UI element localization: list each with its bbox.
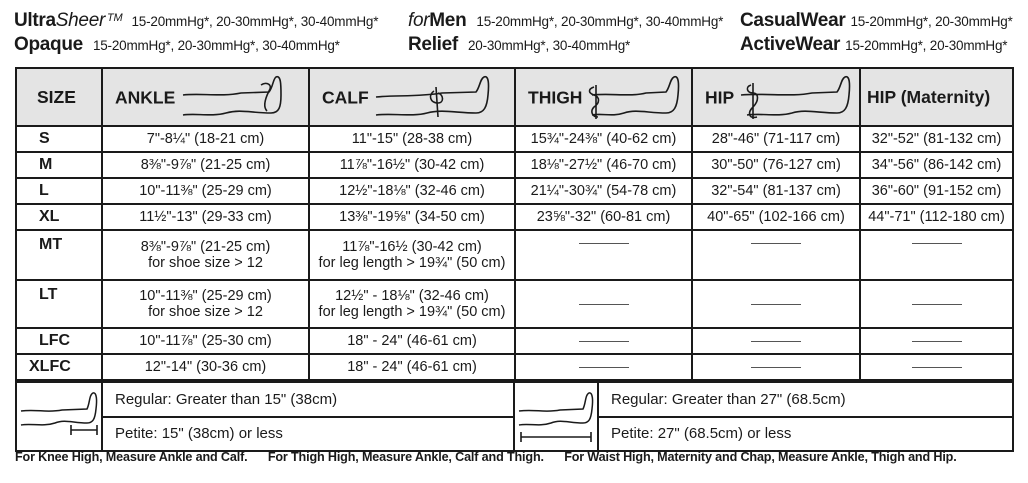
thigh-cell-empty — [515, 280, 692, 328]
thigh-cell: 15¾"-24⅜" (40-62 cm) — [515, 126, 692, 152]
hip-maternity-cell: 44"-71" (112-180 cm) — [860, 204, 1012, 230]
product-name-italic: for — [408, 10, 430, 31]
table-row-lfc — [17, 328, 1012, 354]
thigh-cell: 23⅝"-32" (60-81 cm) — [515, 204, 692, 230]
hip-maternity-cell: 34"-56" (86-142 cm) — [860, 152, 1012, 178]
size-cell: LT — [17, 280, 102, 328]
thigh-cell: 21¼"-30¾" (54-78 cm) — [515, 178, 692, 204]
ankle-cell: 10"-11⅜" (25-29 cm) for shoe size > 12 — [102, 280, 309, 328]
compression-levels: 15-20mmHg*, 20-30mmHg* — [845, 38, 1008, 53]
column-header-hip-maternity: HIP (Maternity) — [860, 69, 1012, 126]
dash-placeholder — [751, 243, 801, 244]
hip-cell: 28"-46" (71-117 cm) — [692, 126, 860, 152]
product-name: ActiveWear — [740, 34, 841, 55]
ankle-cell: 11½"-13" (29-33 cm) — [102, 204, 309, 230]
dash-placeholder — [912, 304, 962, 305]
dash-placeholder — [912, 367, 962, 368]
compression-levels: 15-20mmHg*, 20-30mmHg*, 30-40mmHg* — [131, 14, 379, 29]
calf-cell: 12½"-18⅛" (32-46 cm) — [309, 178, 515, 204]
thigh-cell: 18⅛"-27½" (46-70 cm) — [515, 152, 692, 178]
trademark-mark: TM — [107, 12, 123, 24]
size-cell: XLFC — [17, 354, 102, 380]
ankle-cell: 10"-11⅜" (25-29 cm) — [102, 178, 309, 204]
ankle-cell: 7"-8¼" (18-21 cm) — [102, 126, 309, 152]
size-cell: S — [17, 126, 102, 152]
dash-placeholder — [579, 243, 629, 244]
thigh-regular-length: Regular: Greater than 27" (68.5cm) — [599, 383, 1012, 418]
compression-levels: 15-20mmHg*, 20-30mmHg*, 30-40mmHg* — [92, 38, 340, 53]
column-header-calf: CALF — [309, 69, 515, 126]
leg-measure-ankle-icon — [181, 73, 291, 123]
hip-maternity-cell-empty — [860, 354, 1012, 380]
hip-cell-empty — [692, 354, 860, 380]
hip-cell: 30"-50" (76-127 cm) — [692, 152, 860, 178]
leg-length-knee-icon — [17, 383, 101, 449]
length-guide — [15, 381, 1014, 452]
dash-placeholder — [751, 367, 801, 368]
product-line-formen — [408, 10, 723, 32]
hip-cell-empty — [692, 230, 860, 280]
product-name: CasualWear — [740, 10, 846, 31]
calf-cell: 18" - 24" (46-61 cm) — [309, 328, 515, 354]
table-row-lt — [17, 280, 1012, 328]
table-row-xlfc — [17, 354, 1012, 380]
calf-cell: 13⅜"-19⅝" (34-50 cm) — [309, 204, 515, 230]
knee-length-guide — [17, 383, 515, 450]
product-name: Relief — [408, 34, 458, 55]
product-name: Ultra — [14, 10, 56, 31]
hip-maternity-cell: 32"-52" (81-132 cm) — [860, 126, 1012, 152]
thigh-length-guide — [515, 383, 1012, 450]
dash-placeholder — [751, 304, 801, 305]
thigh-cell-empty — [515, 354, 692, 380]
product-line-casualwear — [740, 10, 1013, 32]
dash-placeholder — [579, 367, 629, 368]
knee-petite-length: Petite: 15" (38cm) or less — [115, 425, 283, 443]
column-header-ankle: ANKLE — [102, 69, 309, 126]
compression-levels: 20-30mmHg*, 30-40mmHg* — [467, 38, 631, 53]
leg-length-thigh-icon — [515, 383, 597, 449]
ankle-note: for shoe size > 12 — [148, 255, 263, 271]
product-line-activewear — [740, 34, 1007, 56]
knee-regular-length: Regular: Greater than 15" (38cm) — [103, 383, 513, 418]
calf-note: for leg length > 19¾" (50 cm) — [318, 304, 506, 320]
hip-maternity-cell-empty — [860, 328, 1012, 354]
hip-maternity-cell: 36"-60" (91-152 cm) — [860, 178, 1012, 204]
thigh-petite-length: Petite: 27" (68.5cm) or less — [611, 425, 792, 443]
product-line-ultrasheer — [14, 10, 378, 32]
column-header-size: SIZE — [17, 69, 102, 126]
measurement-instructions — [15, 450, 974, 464]
ankle-cell: 8⅜"-9⅞" (21-25 cm) — [102, 152, 309, 178]
table-row-xl — [17, 204, 1012, 230]
ankle-cell: 12"-14" (30-36 cm) — [102, 354, 309, 380]
size-cell: M — [17, 152, 102, 178]
ankle-cell: 8⅜"-9⅞" (21-25 cm) for shoe size > 12 — [102, 230, 309, 280]
leg-measure-thigh-icon — [586, 73, 686, 123]
leg-measure-calf-icon — [372, 73, 497, 123]
product-name-italic: Sheer — [55, 10, 105, 31]
thigh-cell-empty — [515, 230, 692, 280]
calf-cell: 12½" - 18⅛" (32-46 cm) for leg length > 19¾" (50 cm) — [309, 280, 515, 328]
table-row-m — [17, 152, 1012, 178]
ankle-note: for shoe size > 12 — [148, 304, 263, 320]
table-row-s — [17, 126, 1012, 152]
compression-levels: 15-20mmHg*, 20-30mmHg* — [850, 14, 1013, 29]
product-line-relief — [408, 34, 630, 56]
size-chart-table — [15, 67, 1014, 383]
column-header-thigh: THIGH — [515, 69, 692, 126]
dash-placeholder — [751, 341, 801, 342]
waist-high-instruction: For Waist High, Maternity and Chap, Measure Ankle, Thigh and Hip. — [564, 450, 957, 464]
hip-cell: 32"-54" (81-137 cm) — [692, 178, 860, 204]
dash-placeholder — [579, 304, 629, 305]
calf-note: for leg length > 19¾" (50 cm) — [318, 255, 506, 271]
product-line-opaque — [14, 34, 340, 56]
dash-placeholder — [912, 341, 962, 342]
calf-cell: 18" - 24" (46-61 cm) — [309, 354, 515, 380]
compression-levels: 15-20mmHg*, 20-30mmHg*, 30-40mmHg* — [476, 14, 724, 29]
dash-placeholder — [579, 341, 629, 342]
size-cell: XL — [17, 204, 102, 230]
ankle-cell: 10"-11⅞" (25-30 cm) — [102, 328, 309, 354]
calf-cell: 11⅞"-16½" (30-42 cm) — [309, 152, 515, 178]
leg-measure-hip-icon — [737, 73, 857, 123]
hip-cell-empty — [692, 328, 860, 354]
product-name: Opaque — [14, 34, 83, 55]
column-header-hip: HIP — [692, 69, 860, 126]
size-cell: MT — [17, 230, 102, 280]
table-row-mt — [17, 230, 1012, 280]
hip-cell: 40"-65" (102-166 cm) — [692, 204, 860, 230]
hip-maternity-cell-empty — [860, 230, 1012, 280]
table-row-l — [17, 178, 1012, 204]
header-row — [17, 69, 1012, 126]
hip-maternity-cell-empty — [860, 280, 1012, 328]
size-cell: LFC — [17, 328, 102, 354]
thigh-high-instruction: For Thigh High, Measure Ankle, Calf and Thigh. — [267, 450, 544, 464]
hip-cell-empty — [692, 280, 860, 328]
thigh-cell-empty — [515, 328, 692, 354]
dash-placeholder — [912, 243, 962, 244]
calf-cell: 11⅞"-16½ (30-42 cm) for leg length > 19¾" (50 cm) — [309, 230, 515, 280]
calf-cell: 11"-15" (28-38 cm) — [309, 126, 515, 152]
size-cell: L — [17, 178, 102, 204]
knee-high-instruction: For Knee High, Measure Ankle and Calf. — [15, 450, 248, 464]
product-name: Men — [429, 10, 467, 31]
